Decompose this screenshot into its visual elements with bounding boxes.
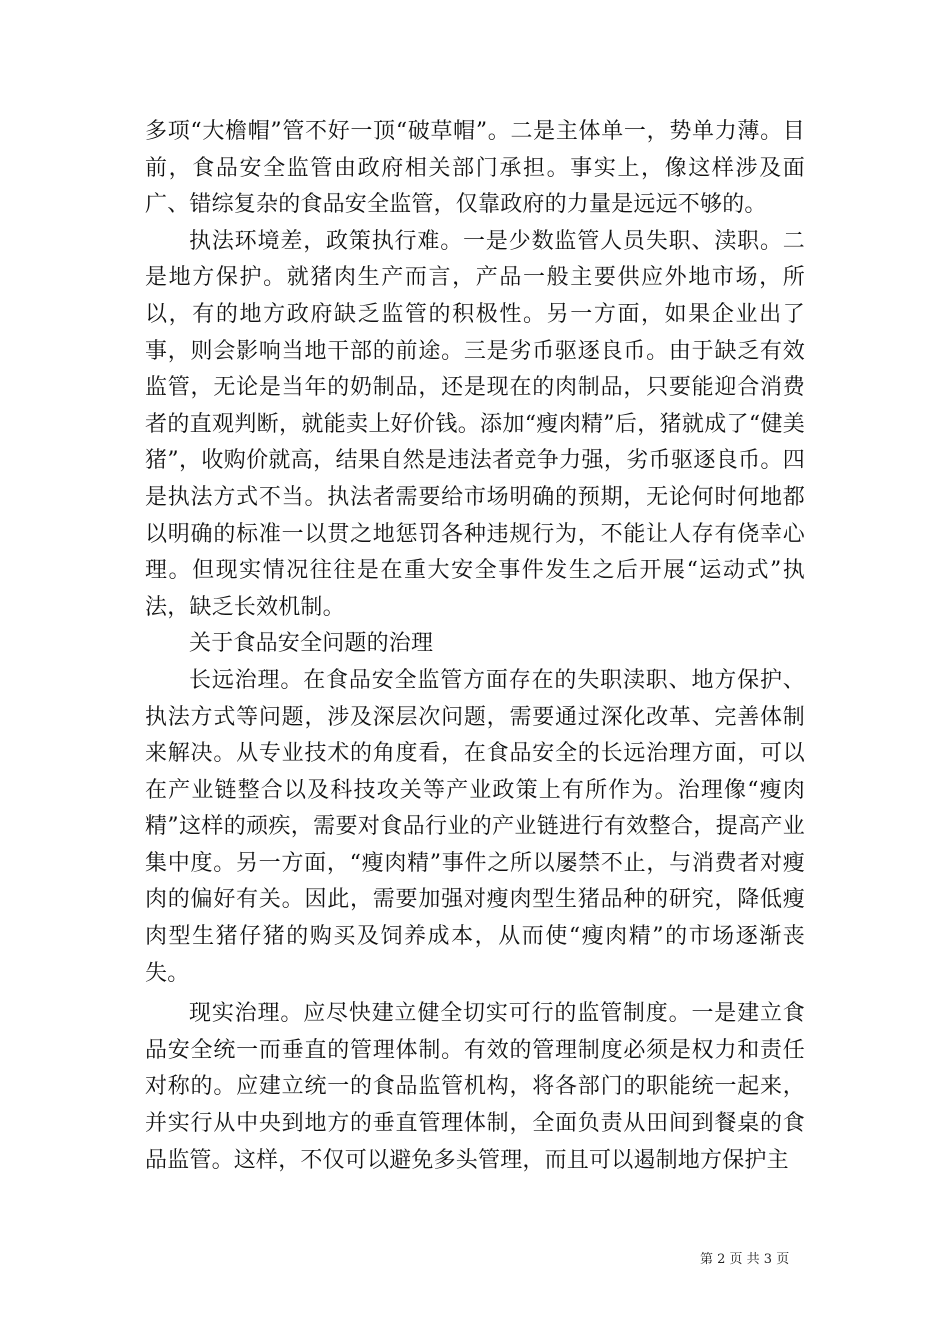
paragraph-practical-governance: 现实治理。应尽快建立健全切实可行的监管制度。一是建立食品安全统一而垂直的管理体制。有效的管理制度必须是权力和责任对称的。应建立统一的食品监管机构，将各部门的职能统一起来，并实行从中央到地方的垂直管理体制，全面负责从田间到餐桌的食品监管。这样，不仅可以避免多头管理，而且可以遏制地方保护主 bbox=[145, 1001, 805, 1173]
section-heading: 关于食品安全问题的治理 bbox=[189, 631, 434, 657]
paragraph-enforcement-environment: 执法环境差，政策执行难。一是少数监管人员失职、渎职。二是地方保护。就猪肉生产而言，产品一般主要供应外地市场，所以，有的地方政府缺乏监管的积极性。另一方面，如果企业出了事，则会影响当地干部的前途。三是劣币驱逐良币。由于缺乏有效监管，无论是当年的奶制品，还是现在的肉制品，只要能迎合消费者的直观判断，就能卖上好价钱。添加“瘦肉精”后，猪就成了“健美猪”，收购价就高，结果自然是违法者竞争力强，劣币驱逐良币。四是执法方式不当。执法者需要给市场明确的预期，无论何时何地都以明确的标准一以贯之地惩罚各种违规行为，不能让人存有侥幸心理。但现实情况往往是在重大安全事件发生之后开展“运动式”执法，缺乏长效机制。 bbox=[145, 228, 805, 620]
paragraph-continuation: 多项“大檐帽”管不好一顶“破草帽”。二是主体单一，势单力薄。目前，食品安全监管由政府相关部门承担。事实上，像这样涉及面广、错综复杂的食品安全监管，仅靠政府的力量是远远不够的。 bbox=[145, 119, 805, 218]
document-body bbox=[145, 114, 805, 1179]
page-number-footer: 第 2 页 共 3 页 bbox=[700, 1252, 790, 1267]
paragraph-long-term-governance: 长远治理。在食品安全监管方面存在的失职渎职、地方保护、执法方式等问题，涉及深层次问题，需要通过深化改革、完善体制来解决。从专业技术的角度看，在食品安全的长远治理方面，可以在产业链整合以及科技攻关等产业政策上有所作为。治理像“瘦肉精”这样的顽疾，需要对食品行业的产业链进行有效整合，提高产业集中度。另一方面，“瘦肉精”事件之所以屡禁不止，与消费者对瘦肉的偏好有关。因此，需要加强对瘦肉型生猪品种的研究，降低瘦肉型生猪仔猪的购买及饲养成本，从而使“瘦肉精”的市场逐渐丧失。 bbox=[145, 667, 805, 986]
